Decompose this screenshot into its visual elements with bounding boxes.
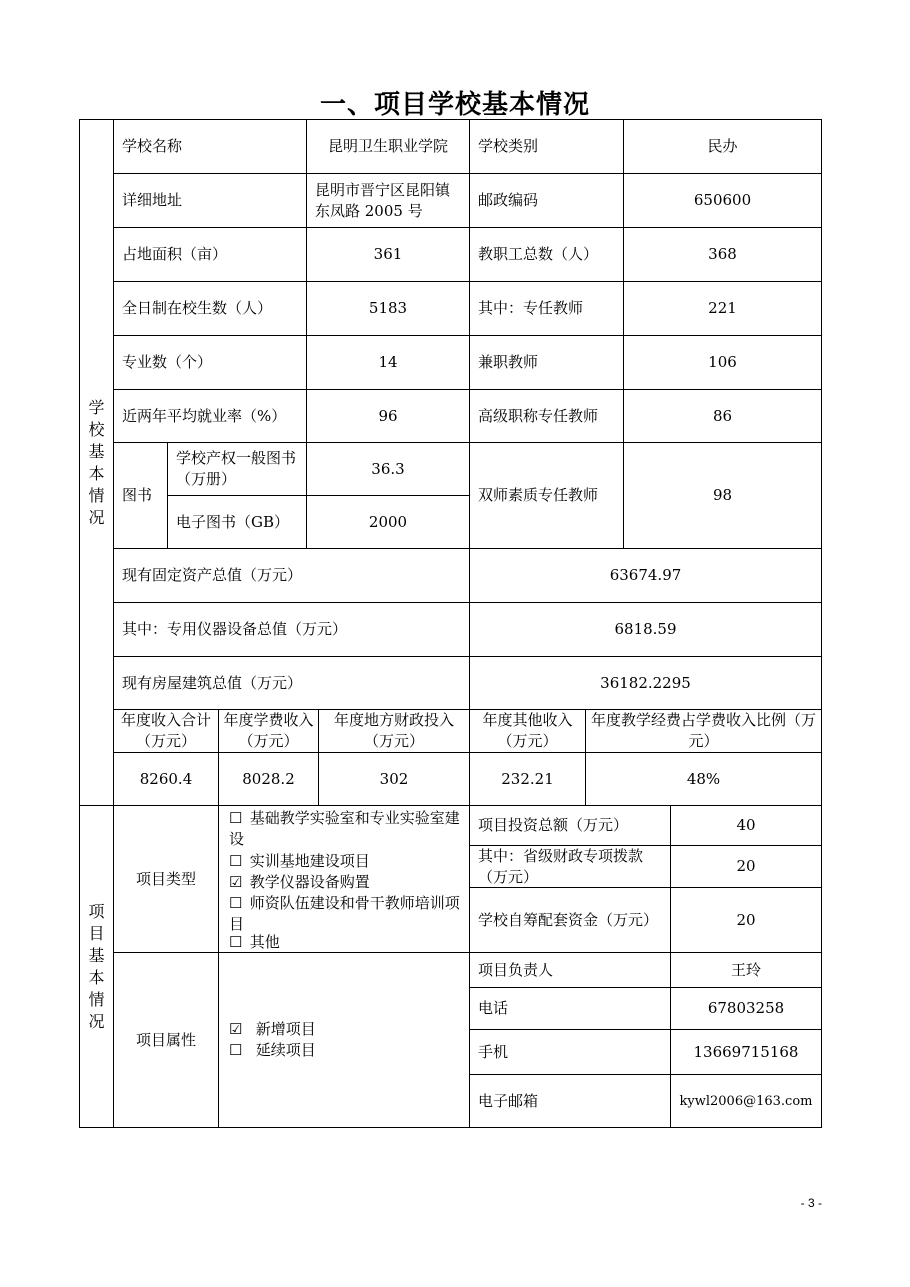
checkbox-empty-icon[interactable]: ☐ (229, 1041, 243, 1059)
address-label: 详细地址 (113, 173, 307, 228)
senior-teachers-value: 86 (623, 389, 822, 443)
checkbox-empty-icon[interactable]: ☐ (229, 894, 243, 912)
income-header-other: 年度其他收入（万元） (469, 709, 586, 753)
project-type-options (218, 805, 470, 953)
type-option-lab[interactable]: ☐ 基础教学实验室和专业实验室建设 (229, 809, 460, 848)
mobile-value: 13669715168 (670, 1029, 822, 1075)
address-value: 昆明市晋宁区昆阳镇东凤路 2005 号 (306, 173, 470, 228)
area-label: 占地面积（亩） (113, 227, 307, 282)
ebooks-label: 电子图书（GB） (167, 495, 307, 549)
provincial-value: 20 (670, 845, 822, 888)
area-value: 361 (306, 227, 470, 282)
section1-side-label: 学 校 基 本 情 况 (79, 119, 114, 806)
checkbox-empty-icon[interactable]: ☐ (229, 933, 243, 951)
self-funds-label: 学校自筹配套资金（万元） (469, 887, 671, 953)
fixed-assets-label: 现有固定资产总值（万元） (113, 548, 470, 603)
income-header-total: 年度收入合计（万元） (113, 709, 219, 753)
print-books-value: 36.3 (306, 442, 470, 496)
page-title: 一、项目学校基本情况 (319, 90, 590, 120)
dual-teachers-label: 双师素质专任教师 (469, 442, 624, 549)
postcode-label: 邮政编码 (469, 173, 624, 228)
project-type-label: 项目类型 (113, 805, 219, 953)
equipment-label: 其中：专用仪器设备总值（万元） (113, 602, 470, 657)
senior-teachers-label: 高级职称专任教师 (469, 389, 624, 443)
postcode-value: 650600 (623, 173, 822, 228)
ebooks-value: 2000 (306, 495, 470, 549)
total-invest-value: 40 (670, 805, 822, 846)
school-name-value: 昆明卫生职业学院 (306, 119, 470, 174)
mobile-label: 手机 (469, 1029, 671, 1075)
income-value-total: 8260.4 (113, 752, 219, 806)
employment-value: 96 (306, 389, 470, 443)
leader-label: 项目负责人 (469, 952, 671, 988)
majors-label: 专业数（个） (113, 335, 307, 390)
self-funds-value: 20 (670, 887, 822, 953)
staff-value: 368 (623, 227, 822, 282)
income-header-ratio: 年度教学经费占学费收入比例（万元） (585, 709, 822, 753)
project-attr-options (218, 952, 470, 1128)
leader-value: 王玲 (670, 952, 822, 988)
dual-teachers-value: 98 (623, 442, 822, 549)
phone-label: 电话 (469, 987, 671, 1030)
fulltime-teachers-label: 其中：专任教师 (469, 281, 624, 336)
school-type-value: 民办 (623, 119, 822, 174)
students-value: 5183 (306, 281, 470, 336)
project-attr-label: 项目属性 (113, 952, 219, 1128)
employment-label: 近两年平均就业率（%） (113, 389, 307, 443)
checkbox-empty-icon[interactable]: ☐ (229, 809, 243, 827)
income-value-local: 302 (318, 752, 470, 806)
section2-side-label: 项 目 基 本 情 况 (79, 805, 114, 1128)
fulltime-teachers-value: 221 (623, 281, 822, 336)
checkbox-empty-icon[interactable]: ☐ (229, 852, 243, 870)
books-label: 图书 (113, 442, 168, 549)
type-option-equipment[interactable]: ☑ 教学仪器设备购置 (229, 873, 370, 891)
type-option-faculty[interactable]: ☐ 师资队伍建设和骨干教师培训项目 (229, 894, 460, 933)
buildings-value: 36182.2295 (469, 656, 822, 710)
income-header-tuition: 年度学费收入（万元） (218, 709, 319, 753)
type-option-other[interactable]: ☐ 其他 (229, 933, 280, 951)
attr-option-continued[interactable]: ☐ 延续项目 (229, 1041, 316, 1059)
school-name-label: 学校名称 (113, 119, 307, 174)
phone-value: 67803258 (670, 987, 822, 1030)
parttime-teachers-label: 兼职教师 (469, 335, 624, 390)
provincial-label: 其中：省级财政专项拨款（万元） (469, 845, 671, 888)
page-number: - 3 - (800, 1196, 822, 1210)
email-value: kywl2006@163.com (670, 1074, 822, 1128)
attr-option-new[interactable]: ☑ 新增项目 (229, 1020, 316, 1038)
school-type-label: 学校类别 (469, 119, 624, 174)
income-value-tuition: 8028.2 (218, 752, 319, 806)
majors-value: 14 (306, 335, 470, 390)
total-invest-label: 项目投资总额（万元） (469, 805, 671, 846)
checkbox-checked-icon[interactable]: ☑ (229, 1020, 243, 1038)
income-header-local: 年度地方财政投入（万元） (318, 709, 470, 753)
parttime-teachers-value: 106 (623, 335, 822, 390)
income-value-ratio: 48% (585, 752, 822, 806)
type-option-training-base[interactable]: ☐ 实训基地建设项目 (229, 852, 370, 870)
checkbox-checked-icon[interactable]: ☑ (229, 873, 243, 891)
staff-label: 教职工总数（人） (469, 227, 624, 282)
print-books-label: 学校产权一般图书（万册） (167, 442, 307, 496)
fixed-assets-value: 63674.97 (469, 548, 822, 603)
students-label: 全日制在校生数（人） (113, 281, 307, 336)
buildings-label: 现有房屋建筑总值（万元） (113, 656, 470, 710)
email-label: 电子邮箱 (469, 1074, 671, 1128)
equipment-value: 6818.59 (469, 602, 822, 657)
income-value-other: 232.21 (469, 752, 586, 806)
